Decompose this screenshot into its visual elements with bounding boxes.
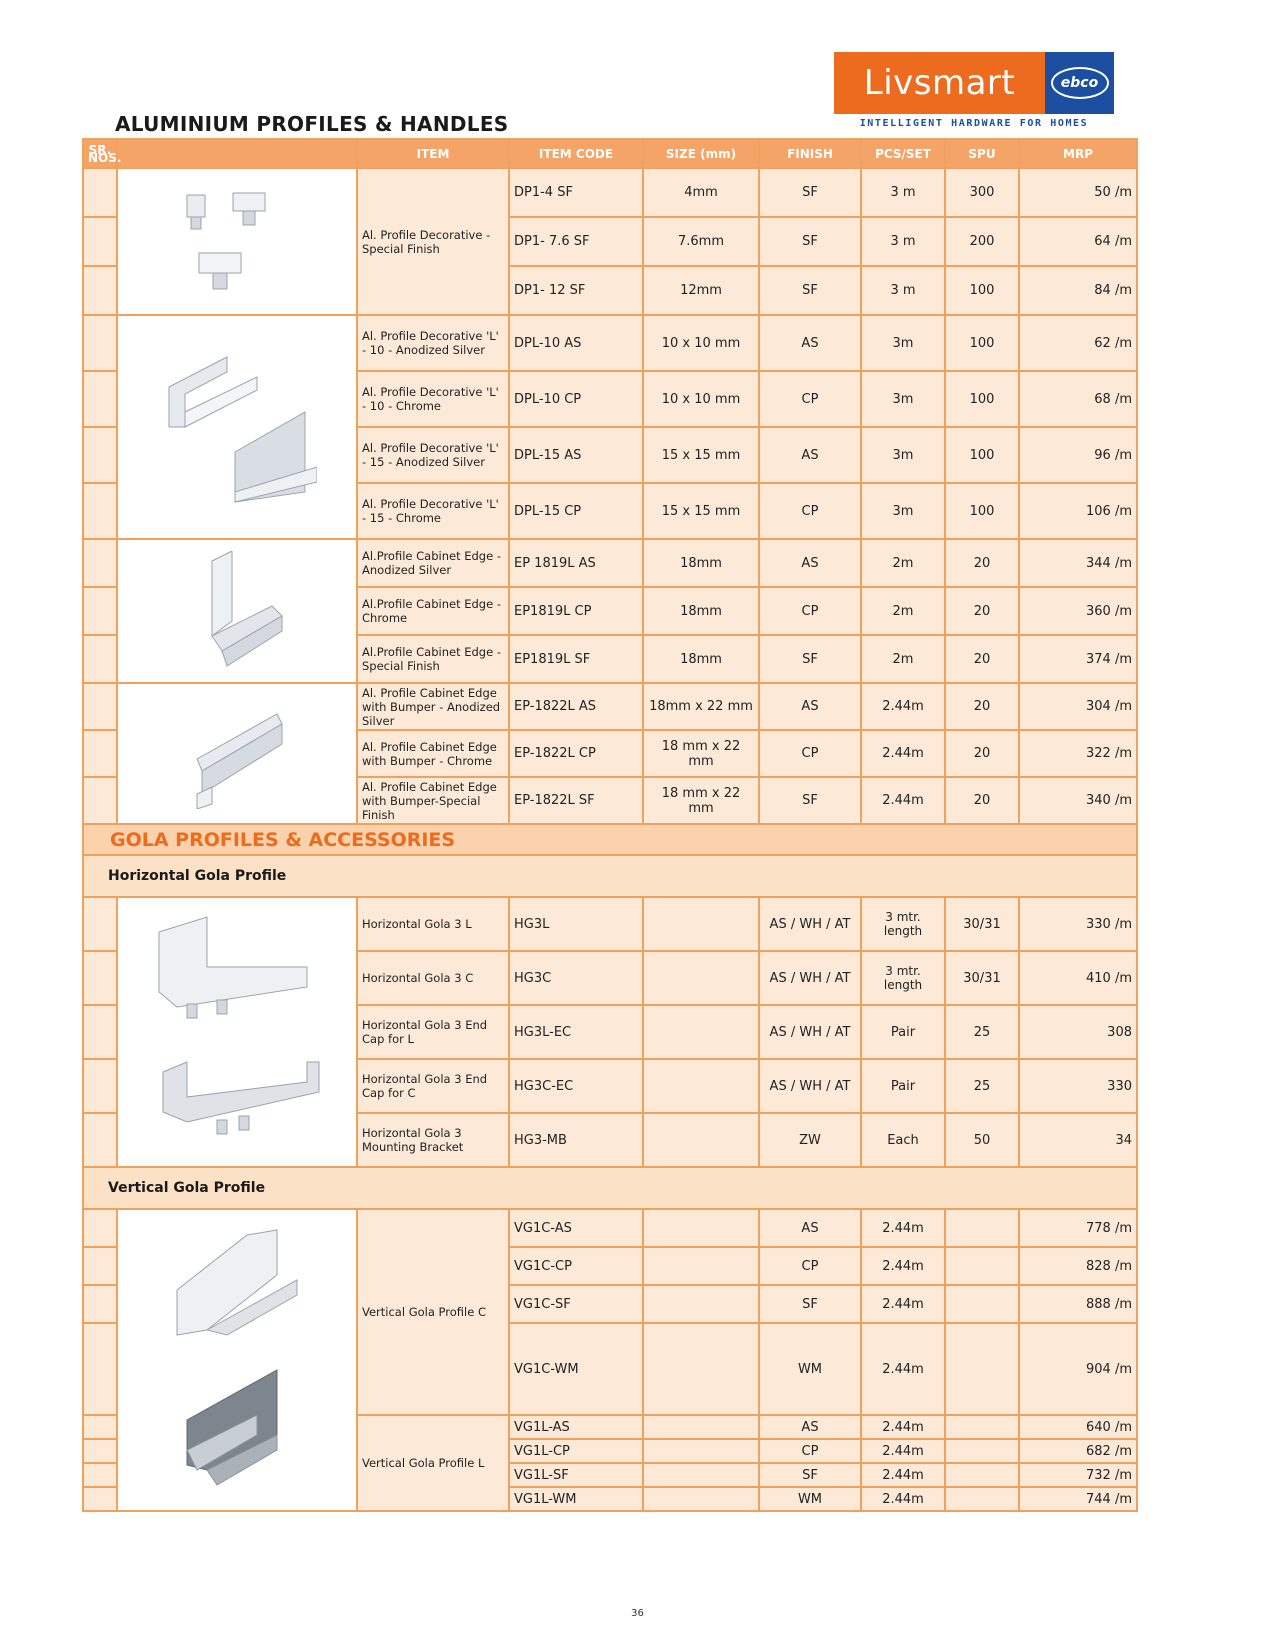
size: 18 mm x 22 mm (643, 777, 759, 824)
table-header-row (83, 139, 1137, 168)
vertical-gola-icon (167, 1220, 307, 1500)
mrp: 322 /m (1019, 730, 1137, 777)
spu: 100 (945, 266, 1019, 315)
item-code: VG1C-SF (509, 1285, 643, 1323)
finish: ZW (759, 1113, 861, 1167)
item-code: VG1L-WM (509, 1487, 643, 1511)
table-row (83, 1209, 1137, 1247)
finish: WM (759, 1323, 861, 1415)
pcs-set: 3m (861, 483, 945, 539)
mrp: 308 (1019, 1005, 1137, 1059)
finish: AS (759, 427, 861, 483)
sr-cell (83, 1247, 117, 1285)
pcs-set: 3m (861, 427, 945, 483)
item-code: VG1L-AS (509, 1415, 643, 1439)
size (643, 1113, 759, 1167)
sr-cell (83, 315, 117, 371)
item-name: Al. Profile Decorative - Special Finish (357, 168, 509, 315)
cabinet-edge-image (117, 539, 357, 683)
size: 7.6mm (643, 217, 759, 266)
header-sr-no: SR. NOS. (83, 139, 117, 168)
mrp: 50 /m (1019, 168, 1137, 217)
item-code: VG1C-CP (509, 1247, 643, 1285)
ebco-logo: ebco (1051, 67, 1109, 99)
spu (945, 1247, 1019, 1285)
header-mrp: MRP (1019, 139, 1137, 168)
pcs-set: 2.44m (861, 1247, 945, 1285)
item-code: EP-1822L CP (509, 730, 643, 777)
finish: AS / WH / AT (759, 951, 861, 1005)
item-name: Al. Profile Decorative 'L' - 10 - Anodized Silver (357, 315, 509, 371)
mrp: 340 /m (1019, 777, 1137, 824)
item-name: Al. Profile Decorative 'L' - 15 - Chrome (357, 483, 509, 539)
item-code: EP 1819L AS (509, 539, 643, 587)
mrp: 904 /m (1019, 1323, 1137, 1415)
item-name: Al. Profile Decorative 'L' - 15 - Anodized Silver (357, 427, 509, 483)
size: 10 x 10 mm (643, 315, 759, 371)
finish: AS (759, 1209, 861, 1247)
item-code: DP1- 12 SF (509, 266, 643, 315)
item-code: EP-1822L AS (509, 683, 643, 730)
vertical-gola-image (117, 1209, 357, 1511)
sr-cell (83, 371, 117, 427)
size: 18mm (643, 539, 759, 587)
sr-cell (83, 539, 117, 587)
size: 12mm (643, 266, 759, 315)
gola-section-title: GOLA PROFILES & ACCESSORIES (83, 824, 1137, 855)
finish: WM (759, 1487, 861, 1511)
finish: SF (759, 217, 861, 266)
spu: 100 (945, 427, 1019, 483)
l-profile-icon (157, 342, 317, 512)
finish: CP (759, 730, 861, 777)
sr-cell (83, 1463, 117, 1487)
price-table (82, 138, 1138, 1512)
sr-cell (83, 217, 117, 266)
finish: CP (759, 371, 861, 427)
finish: SF (759, 1285, 861, 1323)
size (643, 897, 759, 951)
sr-cell (83, 266, 117, 315)
item-code: EP1819L SF (509, 635, 643, 683)
pcs-set: 2.44m (861, 1285, 945, 1323)
pcs-set: 2.44m (861, 730, 945, 777)
item-code: DP1-4 SF (509, 168, 643, 217)
pcs-set: 3m (861, 371, 945, 427)
item-name: Horizontal Gola 3 End Cap for L (357, 1005, 509, 1059)
sr-cell (83, 427, 117, 483)
table-row (83, 168, 1137, 217)
mrp: 304 /m (1019, 683, 1137, 730)
spu: 50 (945, 1113, 1019, 1167)
item-code: HG3C-EC (509, 1059, 643, 1113)
size: 10 x 10 mm (643, 371, 759, 427)
pcs-set: 2m (861, 587, 945, 635)
size (643, 1439, 759, 1463)
finish: AS (759, 315, 861, 371)
item-name: Horizontal Gola 3 Mounting Bracket (357, 1113, 509, 1167)
l-profile-image (117, 315, 357, 539)
sr-cell (83, 777, 117, 824)
pcs-set: 3 m (861, 168, 945, 217)
mrp: 744 /m (1019, 1487, 1137, 1511)
size: 15 x 15 mm (643, 483, 759, 539)
size (643, 1005, 759, 1059)
size (643, 1323, 759, 1415)
table-row (83, 315, 1137, 371)
ebco-badge (1045, 52, 1114, 114)
size: 18mm (643, 587, 759, 635)
header-item: ITEM (357, 139, 509, 168)
finish: SF (759, 168, 861, 217)
pcs-set: 3 m (861, 217, 945, 266)
mrp: 64 /m (1019, 217, 1137, 266)
spu: 20 (945, 539, 1019, 587)
mrp: 330 /m (1019, 897, 1137, 951)
cabinet-edge-bumper-image (117, 683, 357, 824)
item-code: DPL-15 CP (509, 483, 643, 539)
cabinet-edge-icon (182, 551, 292, 671)
mrp: 374 /m (1019, 635, 1137, 683)
spu: 20 (945, 587, 1019, 635)
sr-cell (83, 683, 117, 730)
spu: 100 (945, 483, 1019, 539)
mrp: 828 /m (1019, 1247, 1137, 1285)
item-name: Al. Profile Cabinet Edge with Bumper-Special Finish (357, 777, 509, 824)
size (643, 1059, 759, 1113)
decorative-profile-image (117, 168, 357, 315)
sr-cell (83, 1113, 117, 1167)
sr-cell (83, 635, 117, 683)
spu: 20 (945, 730, 1019, 777)
spu (945, 1439, 1019, 1463)
header-finish: FINISH (759, 139, 861, 168)
finish: CP (759, 587, 861, 635)
pcs-set: Each (861, 1113, 945, 1167)
spu (945, 1463, 1019, 1487)
item-code: DPL-15 AS (509, 427, 643, 483)
pcs-set: 2.44m (861, 1323, 945, 1415)
pcs-set: Pair (861, 1059, 945, 1113)
item-code: HG3L-EC (509, 1005, 643, 1059)
item-name: Al.Profile Cabinet Edge - Chrome (357, 587, 509, 635)
item-code: DPL-10 CP (509, 371, 643, 427)
pcs-set: 2.44m (861, 1463, 945, 1487)
mrp: 34 (1019, 1113, 1137, 1167)
mrp: 106 /m (1019, 483, 1137, 539)
page-title: ALUMINIUM PROFILES & HANDLES (115, 112, 509, 136)
spu (945, 1323, 1019, 1415)
mrp: 330 (1019, 1059, 1137, 1113)
brand-logo (834, 52, 1114, 114)
page-number: 36 (631, 1608, 644, 1619)
item-name: Vertical Gola Profile C (357, 1209, 509, 1415)
sr-cell (83, 730, 117, 777)
pcs-set: 2m (861, 635, 945, 683)
sr-cell (83, 168, 117, 217)
size: 15 x 15 mm (643, 427, 759, 483)
item-code: DP1- 7.6 SF (509, 217, 643, 266)
mrp: 84 /m (1019, 266, 1137, 315)
sr-cell (83, 897, 117, 951)
finish: AS / WH / AT (759, 1005, 861, 1059)
table-row (83, 897, 1137, 951)
spu: 100 (945, 371, 1019, 427)
decorative-profile-icon (177, 187, 297, 297)
sr-cell (83, 951, 117, 1005)
finish: SF (759, 777, 861, 824)
sr-cell (83, 483, 117, 539)
sr-cell (83, 587, 117, 635)
size (643, 1209, 759, 1247)
gola-section-row (83, 824, 1137, 855)
finish: AS (759, 1415, 861, 1439)
mrp: 888 /m (1019, 1285, 1137, 1323)
sr-cell (83, 1487, 117, 1511)
pcs-set: 2.44m (861, 1487, 945, 1511)
item-name: Al.Profile Cabinet Edge - Special Finish (357, 635, 509, 683)
pcs-set: 3m (861, 315, 945, 371)
pcs-set: 3 m (861, 266, 945, 315)
vertical-gola-title: Vertical Gola Profile (83, 1167, 1137, 1209)
sr-cell (83, 1323, 117, 1415)
item-name: Horizontal Gola 3 L (357, 897, 509, 951)
sr-cell (83, 1439, 117, 1463)
size (643, 1463, 759, 1487)
spu: 30/31 (945, 951, 1019, 1005)
sr-cell (83, 1209, 117, 1247)
size: 18mm (643, 635, 759, 683)
finish: CP (759, 483, 861, 539)
spu: 30/31 (945, 897, 1019, 951)
finish: SF (759, 266, 861, 315)
item-name: Al. Profile Decorative 'L' - 10 - Chrome (357, 371, 509, 427)
pcs-set: 2.44m (861, 1439, 945, 1463)
finish: SF (759, 1463, 861, 1487)
finish: AS (759, 539, 861, 587)
mrp: 682 /m (1019, 1439, 1137, 1463)
pcs-set: 2.44m (861, 683, 945, 730)
item-code: EP1819L CP (509, 587, 643, 635)
pcs-set: 3 mtr. length (861, 951, 945, 1005)
mrp: 68 /m (1019, 371, 1137, 427)
item-name: Vertical Gola Profile L (357, 1415, 509, 1511)
size (643, 1415, 759, 1439)
livsmart-logo: Livsmart (834, 52, 1045, 114)
finish: SF (759, 635, 861, 683)
spu (945, 1487, 1019, 1511)
spu (945, 1209, 1019, 1247)
size: 18 mm x 22 mm (643, 730, 759, 777)
pcs-set: Pair (861, 1005, 945, 1059)
item-code: VG1L-CP (509, 1439, 643, 1463)
horizontal-gola-title: Horizontal Gola Profile (83, 855, 1137, 897)
table-row (83, 539, 1137, 587)
item-code: HG3-MB (509, 1113, 643, 1167)
item-name: Horizontal Gola 3 End Cap for C (357, 1059, 509, 1113)
item-code: VG1L-SF (509, 1463, 643, 1487)
pcs-set: 2m (861, 539, 945, 587)
cabinet-edge-bumper-icon (182, 699, 292, 809)
item-name: Al. Profile Cabinet Edge with Bumper - Anodized Silver (357, 683, 509, 730)
header-item-code: ITEM CODE (509, 139, 643, 168)
sr-cell (83, 1415, 117, 1439)
item-code: VG1C-AS (509, 1209, 643, 1247)
horizontal-gola-row (83, 855, 1137, 897)
header-spu: SPU (945, 139, 1019, 168)
mrp: 410 /m (1019, 951, 1137, 1005)
horizontal-gola-icon (147, 912, 327, 1152)
item-code: VG1C-WM (509, 1323, 643, 1415)
mrp: 640 /m (1019, 1415, 1137, 1439)
pcs-set: 2.44m (861, 1415, 945, 1439)
mrp: 344 /m (1019, 539, 1137, 587)
mrp: 360 /m (1019, 587, 1137, 635)
mrp: 62 /m (1019, 315, 1137, 371)
spu: 100 (945, 315, 1019, 371)
spu: 20 (945, 777, 1019, 824)
spu (945, 1415, 1019, 1439)
finish: AS / WH / AT (759, 897, 861, 951)
brand-tagline: INTELLIGENT HARDWARE FOR HOMES (859, 118, 1089, 129)
mrp: 732 /m (1019, 1463, 1137, 1487)
sr-cell (83, 1285, 117, 1323)
finish: CP (759, 1439, 861, 1463)
item-code: DPL-10 AS (509, 315, 643, 371)
spu: 20 (945, 635, 1019, 683)
spu: 300 (945, 168, 1019, 217)
header-size: SIZE (mm) (643, 139, 759, 168)
header-image (117, 139, 357, 168)
item-name: Horizontal Gola 3 C (357, 951, 509, 1005)
item-code: HG3C (509, 951, 643, 1005)
spu: 25 (945, 1005, 1019, 1059)
size: 4mm (643, 168, 759, 217)
table-row (83, 683, 1137, 730)
size (643, 951, 759, 1005)
horizontal-gola-image (117, 897, 357, 1167)
item-name: Al. Profile Cabinet Edge with Bumper - Chrome (357, 730, 509, 777)
finish: AS / WH / AT (759, 1059, 861, 1113)
mrp: 778 /m (1019, 1209, 1137, 1247)
header-pcs-set: PCS/SET (861, 139, 945, 168)
pcs-set: 2.44m (861, 1209, 945, 1247)
spu: 200 (945, 217, 1019, 266)
size (643, 1285, 759, 1323)
pcs-set: 3 mtr. length (861, 897, 945, 951)
spu: 20 (945, 683, 1019, 730)
finish: AS (759, 683, 861, 730)
finish: CP (759, 1247, 861, 1285)
spu (945, 1285, 1019, 1323)
vertical-gola-row (83, 1167, 1137, 1209)
item-code: EP-1822L SF (509, 777, 643, 824)
item-code: HG3L (509, 897, 643, 951)
mrp: 96 /m (1019, 427, 1137, 483)
sr-cell (83, 1059, 117, 1113)
sr-cell (83, 1005, 117, 1059)
size: 18mm x 22 mm (643, 683, 759, 730)
spu: 25 (945, 1059, 1019, 1113)
pcs-set: 2.44m (861, 777, 945, 824)
size (643, 1247, 759, 1285)
item-name: Al.Profile Cabinet Edge - Anodized Silver (357, 539, 509, 587)
size (643, 1487, 759, 1511)
